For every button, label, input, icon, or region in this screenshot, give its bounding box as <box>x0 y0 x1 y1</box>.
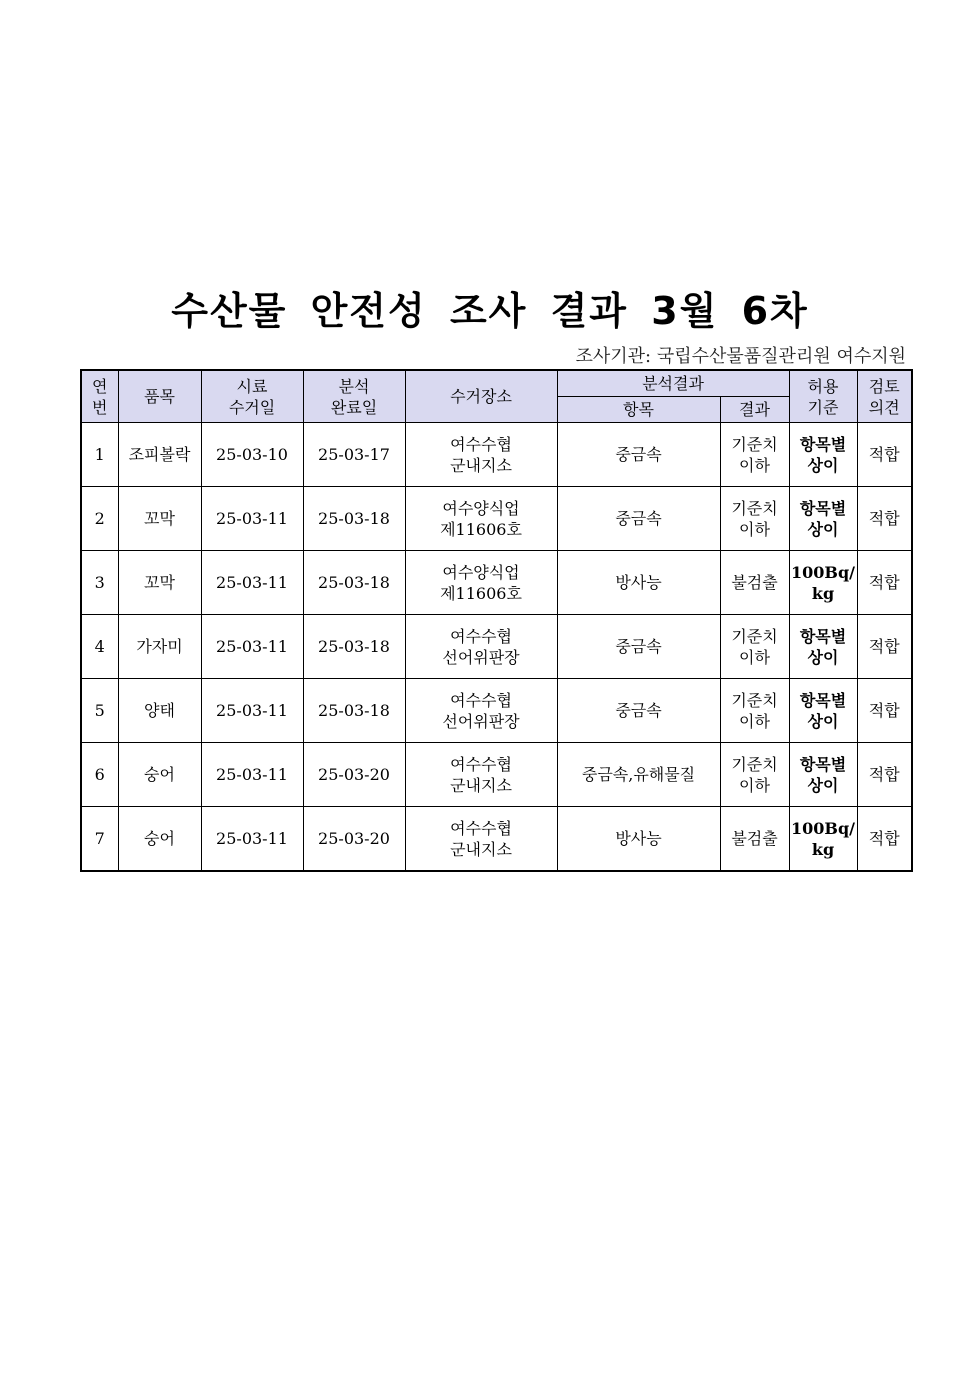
header-no: 연 번 <box>81 370 118 423</box>
row-opinion: 적합 <box>857 743 912 807</box>
results-table <box>80 369 913 872</box>
row-limit: 100Bq/ kg <box>789 551 857 615</box>
row-place: 여수수협 군내지소 <box>405 807 557 872</box>
header-row-1 <box>81 370 912 397</box>
table-row <box>81 551 912 615</box>
row-analysis: 중금속 <box>557 487 720 551</box>
row-result: 불검출 <box>720 807 789 872</box>
survey-organization: 조사기관: 국립수산물품질관리원 여수지원 <box>575 346 906 367</box>
row-sample-date: 25-03-11 <box>201 807 303 872</box>
row-sample-date: 25-03-11 <box>201 743 303 807</box>
header-item: 품목 <box>118 370 201 423</box>
row-opinion: 적합 <box>857 423 912 487</box>
row-item: 꼬막 <box>118 487 201 551</box>
row-opinion: 적합 <box>857 615 912 679</box>
row-analysis: 중금속,유해물질 <box>557 743 720 807</box>
row-opinion: 적합 <box>857 807 912 872</box>
row-place: 여수수협 군내지소 <box>405 423 557 487</box>
row-item: 꼬막 <box>118 551 201 615</box>
header-limit: 허용 기준 <box>789 370 857 423</box>
header-place: 수거장소 <box>405 370 557 423</box>
header-result-value: 결과 <box>720 397 789 423</box>
row-opinion: 적합 <box>857 679 912 743</box>
row-limit: 항목별 상이 <box>789 423 857 487</box>
row-analysis: 중금속 <box>557 423 720 487</box>
table-row <box>81 743 912 807</box>
row-done-date: 25-03-20 <box>303 743 405 807</box>
row-analysis: 중금속 <box>557 615 720 679</box>
table-row <box>81 679 912 743</box>
row-sample-date: 25-03-10 <box>201 423 303 487</box>
row-limit: 항목별 상이 <box>789 487 857 551</box>
row-no: 6 <box>81 743 118 807</box>
table-row <box>81 423 912 487</box>
row-opinion: 적합 <box>857 551 912 615</box>
table-row <box>81 807 912 872</box>
row-analysis: 방사능 <box>557 807 720 872</box>
row-sample-date: 25-03-11 <box>201 615 303 679</box>
row-place: 여수수협 선어위판장 <box>405 615 557 679</box>
row-sample-date: 25-03-11 <box>201 679 303 743</box>
row-limit: 항목별 상이 <box>789 679 857 743</box>
row-place: 여수수협 군내지소 <box>405 743 557 807</box>
row-no: 1 <box>81 423 118 487</box>
header-result-group: 분석결과 <box>557 370 789 397</box>
row-item: 숭어 <box>118 743 201 807</box>
row-result: 기준치 이하 <box>720 679 789 743</box>
row-item: 조피볼락 <box>118 423 201 487</box>
row-place: 여수양식업 제11606호 <box>405 551 557 615</box>
table-row <box>81 615 912 679</box>
row-opinion: 적합 <box>857 487 912 551</box>
page-title: 수산물 안전성 조사 결과 3월 6차 <box>171 289 809 333</box>
row-place: 여수양식업 제11606호 <box>405 487 557 551</box>
row-no: 5 <box>81 679 118 743</box>
row-done-date: 25-03-20 <box>303 807 405 872</box>
table-row <box>81 487 912 551</box>
header-sample-date: 시료 수거일 <box>201 370 303 423</box>
row-place: 여수수협 선어위판장 <box>405 679 557 743</box>
row-item: 양태 <box>118 679 201 743</box>
row-result: 기준치 이하 <box>720 487 789 551</box>
row-result: 기준치 이하 <box>720 743 789 807</box>
row-sample-date: 25-03-11 <box>201 551 303 615</box>
row-no: 2 <box>81 487 118 551</box>
row-sample-date: 25-03-11 <box>201 487 303 551</box>
row-limit: 100Bq/ kg <box>789 807 857 872</box>
row-limit: 항목별 상이 <box>789 743 857 807</box>
row-no: 7 <box>81 807 118 872</box>
row-item: 가자미 <box>118 615 201 679</box>
row-limit: 항목별 상이 <box>789 615 857 679</box>
row-item: 숭어 <box>118 807 201 872</box>
row-no: 4 <box>81 615 118 679</box>
header-result-item: 항목 <box>557 397 720 423</box>
header-opinion: 검토 의견 <box>857 370 912 423</box>
row-result: 기준치 이하 <box>720 423 789 487</box>
row-done-date: 25-03-18 <box>303 679 405 743</box>
row-result: 불검출 <box>720 551 789 615</box>
header-analysis-date: 분석 완료일 <box>303 370 405 423</box>
row-done-date: 25-03-18 <box>303 551 405 615</box>
row-done-date: 25-03-18 <box>303 487 405 551</box>
row-done-date: 25-03-18 <box>303 615 405 679</box>
row-analysis: 중금속 <box>557 679 720 743</box>
row-result: 기준치 이하 <box>720 615 789 679</box>
row-analysis: 방사능 <box>557 551 720 615</box>
row-no: 3 <box>81 551 118 615</box>
row-done-date: 25-03-17 <box>303 423 405 487</box>
